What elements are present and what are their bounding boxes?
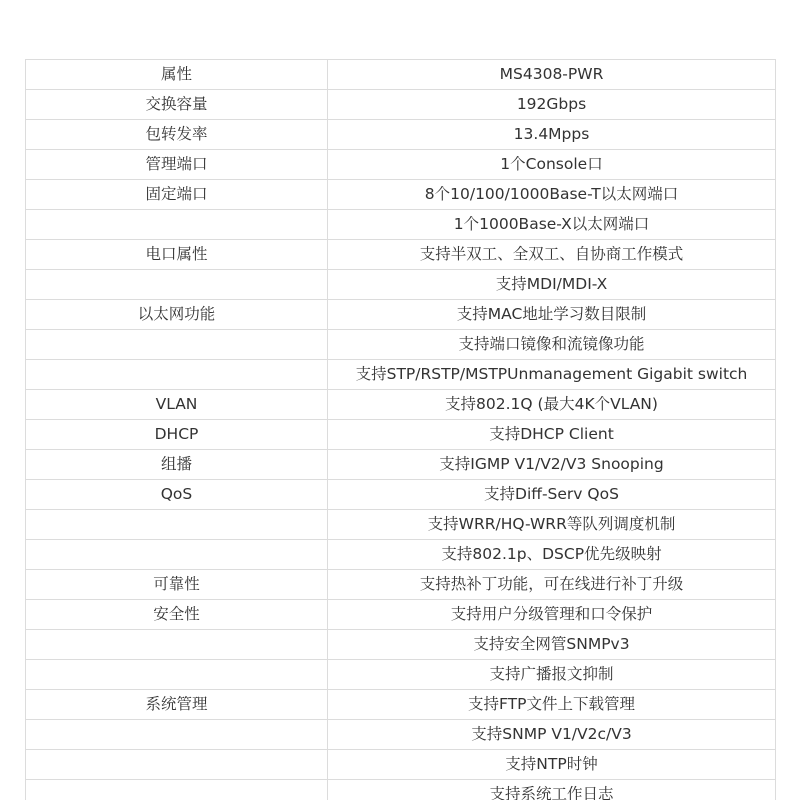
table-row [26,780,776,800]
value-cell: 支持802.1p、DSCP优先级映射 [328,540,776,570]
value-cell: 支持广播报文抑制 [328,660,776,690]
value-cell: 支持用户分级管理和口令保护 [328,600,776,630]
value-cell: 支持Diff-Serv QoS [328,480,776,510]
value-cell: 8个10/100/1000Base-T以太网端口 [328,180,776,210]
value-cell: 1个1000Base-X以太网端口 [328,210,776,240]
attribute-cell: QoS [26,480,328,510]
value-cell: 192Gbps [328,90,776,120]
table-row [26,540,776,570]
attribute-cell [26,330,328,360]
attribute-cell [26,210,328,240]
attribute-cell [26,540,328,570]
attribute-cell: 可靠性 [26,570,328,600]
attribute-cell: 以太网功能 [26,300,328,330]
table-row [26,420,776,450]
table-row [26,330,776,360]
attribute-cell [26,630,328,660]
attribute-cell: 交换容量 [26,90,328,120]
attribute-cell [26,360,328,390]
value-cell: 支持STP/RSTP/MSTPUnmanagement Gigabit switch [328,360,776,390]
attribute-cell: 电口属性 [26,240,328,270]
table-row [26,570,776,600]
value-cell: 支持NTP时钟 [328,750,776,780]
attribute-cell [26,510,328,540]
table-row [26,60,776,90]
table-row [26,90,776,120]
attribute-cell [26,780,328,800]
value-cell: 支持热补丁功能，可在线进行补丁升级 [328,570,776,600]
table-row [26,750,776,780]
value-cell: 支持系统工作日志 [328,780,776,800]
table-row [26,300,776,330]
value-cell: 支持MDI/MDI-X [328,270,776,300]
value-cell: 支持半双工、全双工、自协商工作模式 [328,240,776,270]
table-row [26,450,776,480]
value-cell: 支持安全网管SNMPv3 [328,630,776,660]
table-row [26,270,776,300]
table-row [26,600,776,630]
value-cell: 13.4Mpps [328,120,776,150]
attribute-cell [26,750,328,780]
attribute-cell: 属性 [26,60,328,90]
table-row [26,180,776,210]
table-row [26,240,776,270]
table-row [26,390,776,420]
table-row [26,630,776,660]
attribute-cell [26,270,328,300]
attribute-cell: 组播 [26,450,328,480]
attribute-cell: VLAN [26,390,328,420]
value-cell: 支持SNMP V1/V2c/V3 [328,720,776,750]
attribute-cell: DHCP [26,420,328,450]
spec-table [25,59,776,800]
attribute-cell: 系统管理 [26,690,328,720]
value-cell: 支持FTP文件上下载管理 [328,690,776,720]
table-row [26,120,776,150]
attribute-cell: 管理端口 [26,150,328,180]
attribute-cell [26,720,328,750]
spec-table-body [26,60,776,800]
value-cell: MS4308-PWR [328,60,776,90]
value-cell: 支持端口镜像和流镜像功能 [328,330,776,360]
attribute-cell: 包转发率 [26,120,328,150]
table-row [26,510,776,540]
value-cell: 1个Console口 [328,150,776,180]
value-cell: 支持IGMP V1/V2/V3 Snooping [328,450,776,480]
table-row [26,150,776,180]
table-row [26,210,776,240]
table-row [26,360,776,390]
table-row [26,660,776,690]
value-cell: 支持MAC地址学习数目限制 [328,300,776,330]
table-row [26,720,776,750]
table-row [26,480,776,510]
attribute-cell: 固定端口 [26,180,328,210]
value-cell: 支持802.1Q (最大4K个VLAN) [328,390,776,420]
value-cell: 支持WRR/HQ-WRR等队列调度机制 [328,510,776,540]
table-row [26,690,776,720]
attribute-cell: 安全性 [26,600,328,630]
attribute-cell [26,660,328,690]
value-cell: 支持DHCP Client [328,420,776,450]
